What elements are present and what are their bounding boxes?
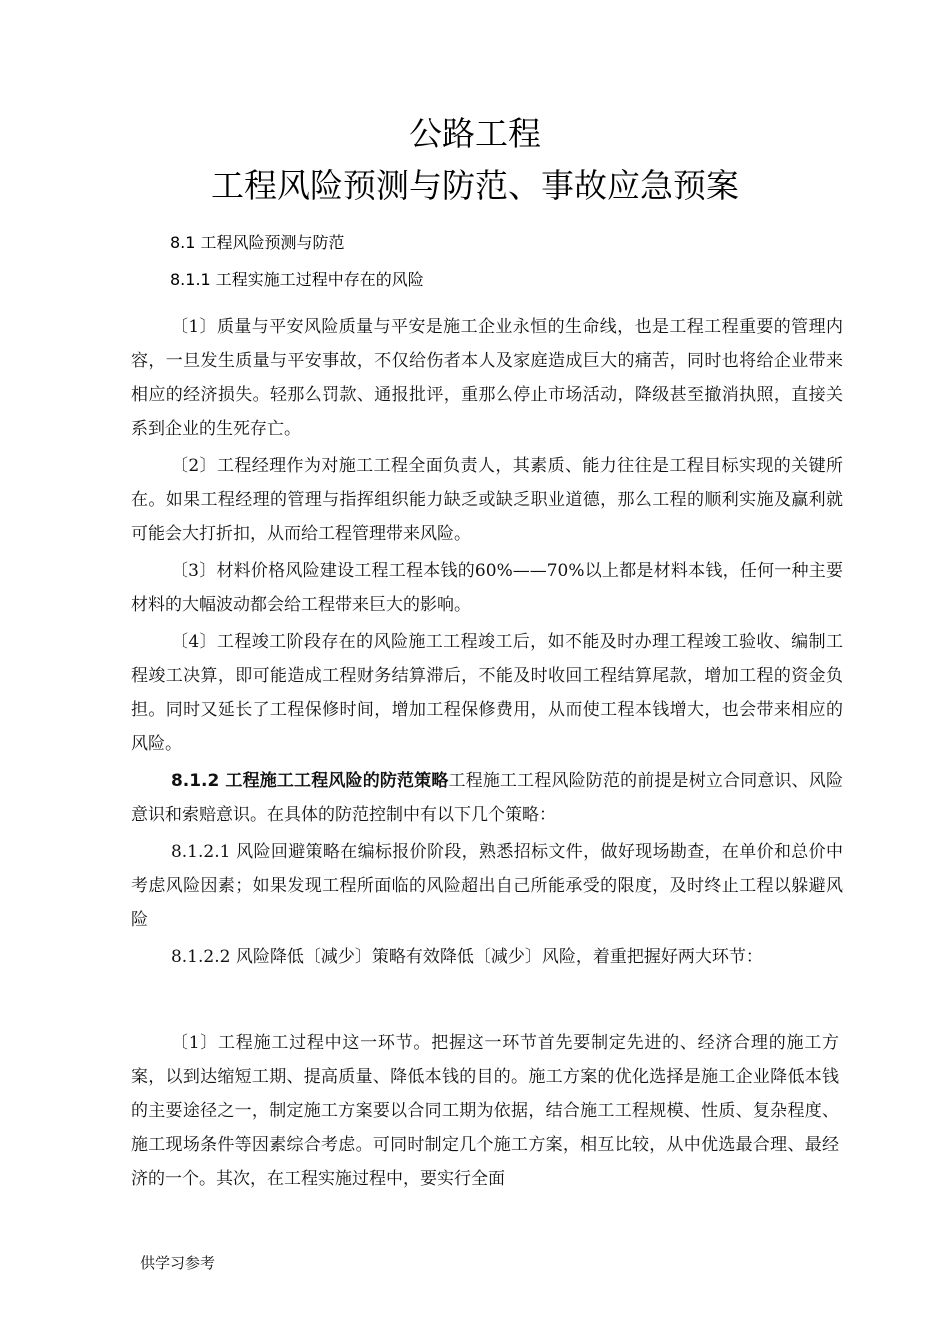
paragraph: 〔4〕工程竣工阶段存在的风险施工工程竣工后，如不能及时办理工程竣工验收、编制工程竣工决算，即可能造成工程财务结算滞后，不能及时收回工程结算尾款，增加工程的资金负担。同时又延长了工程保修时间，增加工程保修费用，从而使工程本钱增大，也会带来相应的风险。 <box>131 632 843 754</box>
paragraph: 〔1〕工程施工过程中这一环节。把握这一环节首先要制定先进的、经济合理的施工方案，以到达缩短工期、提高质量、降低本钱的目的。施工方案的优化选择是施工企业降低本钱的主要途径之一，制定施工方案要以合同工期为依据，结合施工工程规模、性质、复杂程度、施工现场条件等因素综合考虑。可同时制定几个施工方案，相互比较，从中优选最合理、最经济的一个。其次，在工程实施过程中，要实行全面 <box>131 1033 839 1189</box>
body-text-block-2 <box>131 1026 839 1199</box>
paragraph: 〔2〕工程经理作为对施工工程全面负责人，其素质、能力往往是工程目标实现的关键所在。如果工程经理的管理与指挥组织能力缺乏或缺乏职业道德，那么工程的顺利实施及赢利就可能会大打折扣，从而给工程管理带来风险。 <box>131 456 843 544</box>
paragraph: 〔1〕质量与平安风险质量与平安是施工企业永恒的生命线，也是工程工程重要的管理内容，一旦发生质量与平安事故，不仅给伤者本人及家庭造成巨大的痛苦，同时也将给企业带来相应的经济损失。轻那么罚款、通报批评，重那么停止市场活动，降级甚至撤消执照，直接关系到企业的生死存亡。 <box>131 317 843 439</box>
document-subtitle: 工程风险预测与防范、事故应急预案 <box>211 166 739 205</box>
subsection-heading: 8.1.1 工程实施工过程中存在的风险 <box>170 270 424 289</box>
paragraph: 8.1.2.2 风险降低〔减少〕策略有效降低〔减少〕风险，着重把握好两大环节： <box>170 947 763 967</box>
document-title: 公路工程 <box>409 114 541 153</box>
paragraph: 〔3〕材料价格风险建设工程工程本钱的60%——70%以上都是材料本钱，任何一种主要材料的大幅波动都会给工程带来巨大的影响。 <box>131 561 843 615</box>
paragraph: 8.1.2.1 风险回避策略在编标报价阶段，熟悉招标文件，做好现场勘查，在单价和总价中考虑风险因素；如果发现工程所面临的风险超出自己所能承受的限度，及时终止工程以躲避风险 <box>131 842 843 930</box>
strategy-heading: 8.1.2 工程施工工程风险的防范策略 <box>170 771 449 791</box>
paragraph-text: 工程施工工程风险防范的前提是树立合同意识、风险意识和索赔意识。在具体的防范控制中有以下几个策略： <box>131 771 844 825</box>
section-heading: 8.1 工程风险预测与防范 <box>170 233 345 252</box>
paragraph <box>131 764 843 832</box>
body-text-block-1 <box>131 310 843 977</box>
page-footer: 供学习参考 <box>140 1254 216 1272</box>
